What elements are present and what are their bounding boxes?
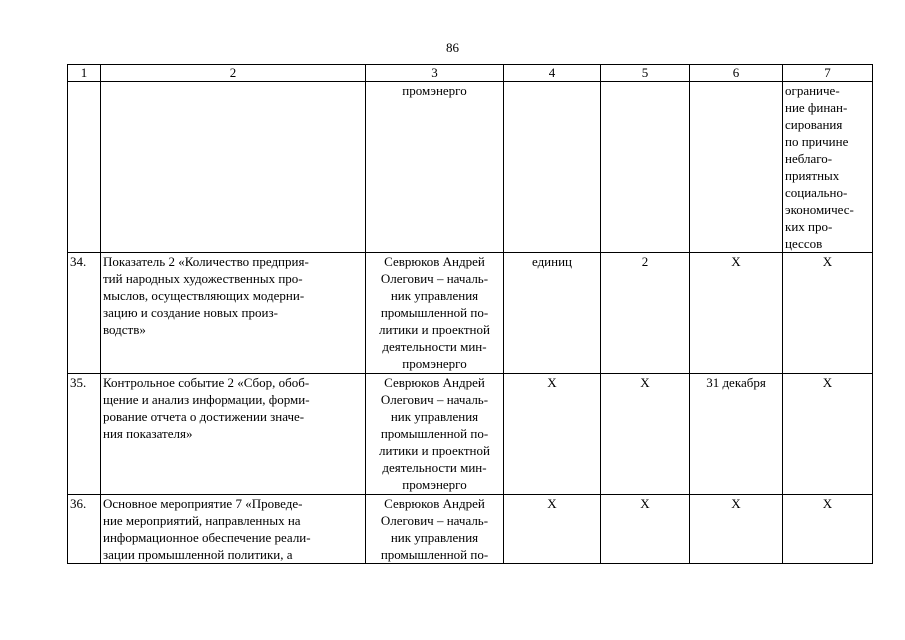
cell-date	[690, 82, 783, 253]
cell-note: X	[783, 374, 873, 495]
continuation-row	[68, 82, 873, 253]
header-cell: 7	[783, 65, 873, 82]
cell-date: 31 декабря	[690, 374, 783, 495]
cell-unit	[504, 82, 601, 253]
page-number: 86	[446, 40, 459, 55]
cell-note: ограниче- ние финан- сирования по причине неблаго- приятных социально- экономичес- ких про- цессов	[783, 82, 873, 253]
cell-value: 2	[601, 253, 690, 374]
cell-responsible: промэнерго	[366, 82, 504, 253]
cell-responsible: Севрюков Андрей Олегович – началь- ник управления промышленной по- литики и проектной деятельности мин- промэнерго	[366, 374, 504, 495]
cell-num: 36.	[68, 495, 101, 564]
cell-name: Контрольное событие 2 «Сбор, обоб- щение и анализ информации, форми- рование отчета о достижении значе- ния показателя»	[101, 374, 366, 495]
table-row	[68, 495, 873, 564]
table-header-row	[68, 65, 873, 82]
header-cell: 3	[366, 65, 504, 82]
cell-name	[101, 82, 366, 253]
cell-num	[68, 82, 101, 253]
table-row	[68, 374, 873, 495]
cell-value: X	[601, 374, 690, 495]
table-row	[68, 253, 873, 374]
cell-date: X	[690, 495, 783, 564]
cell-note: X	[783, 253, 873, 374]
cell-num: 35.	[68, 374, 101, 495]
cell-unit: X	[504, 374, 601, 495]
cell-value	[601, 82, 690, 253]
plan-table	[67, 64, 873, 564]
header-cell: 1	[68, 65, 101, 82]
header-cell: 4	[504, 65, 601, 82]
cell-value: X	[601, 495, 690, 564]
cell-name: Основное мероприятие 7 «Проведе- ние мероприятий, направленных на информационное обеспечение реали- зации промышленной политики, а	[101, 495, 366, 564]
cell-name: Показатель 2 «Количество предприя- тий народных художественных про- мыслов, осуществляющих модерни- зацию и создание новых произ- водств»	[101, 253, 366, 374]
cell-responsible: Севрюков Андрей Олегович – началь- ник управления промышленной по- литики и проектной деятельности мин- промэнерго	[366, 253, 504, 374]
header-cell: 5	[601, 65, 690, 82]
cell-unit: X	[504, 495, 601, 564]
header-cell: 2	[101, 65, 366, 82]
cell-note: X	[783, 495, 873, 564]
cell-num: 34.	[68, 253, 101, 374]
cell-date: X	[690, 253, 783, 374]
cell-unit: единиц	[504, 253, 601, 374]
header-cell: 6	[690, 65, 783, 82]
cell-responsible: Севрюков Андрей Олегович – началь- ник управления промышленной по-	[366, 495, 504, 564]
